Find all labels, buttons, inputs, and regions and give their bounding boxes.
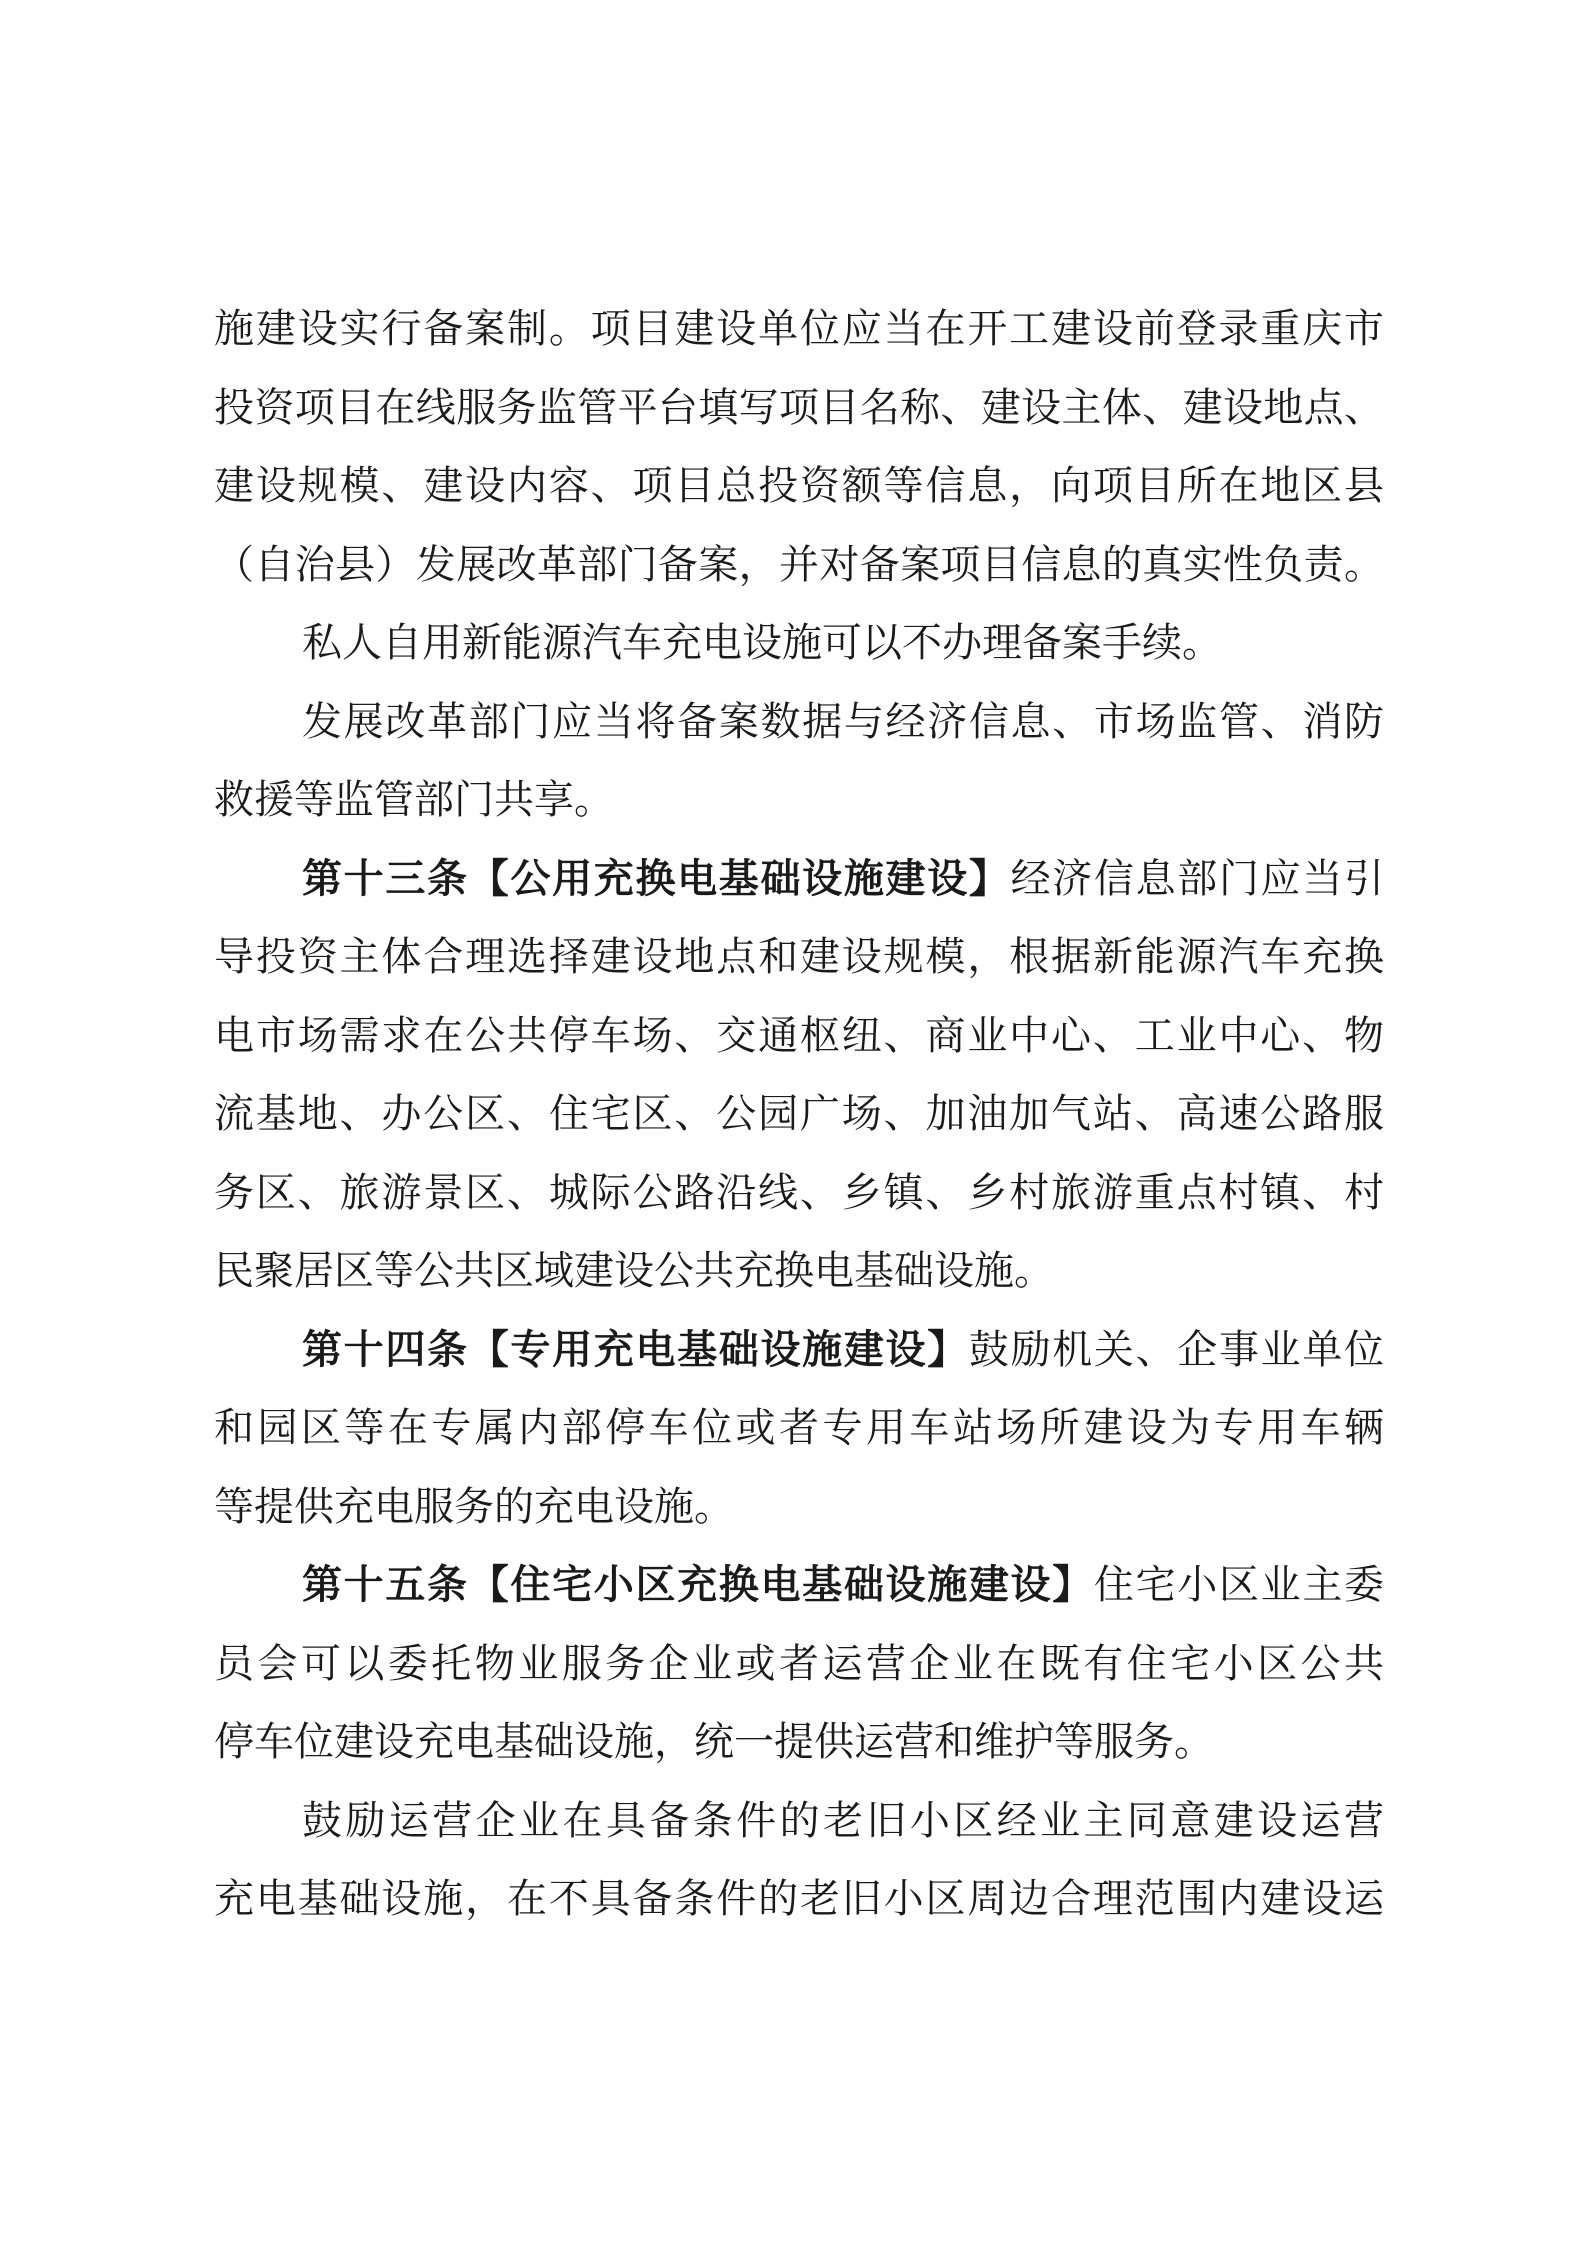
text-line xyxy=(214,1154,1384,1233)
line-text: 和园区等在专属内部停车位或者专用车站场所建设为专用车辆 xyxy=(214,1405,1384,1451)
line-text: 鼓励运营企业在具备条件的老旧小区经业主同意建设运营 xyxy=(302,1797,1384,1844)
text-line xyxy=(214,447,1384,526)
line-text: 经济信息部门应当引 xyxy=(1010,855,1385,902)
text-line xyxy=(214,526,1384,605)
text-line xyxy=(214,761,1384,840)
line-text: 施建设实行备案制。项目建设单位应当在开工建设前登录重庆市 xyxy=(214,306,1384,352)
line-text: 停车位建设充电基础设施，统一提供运营和维护等服务。 xyxy=(214,1719,1214,1765)
line-text: 投资项目在线服务监管平台填写项目名称、建设主体、建设地点、 xyxy=(214,384,1384,431)
text-line xyxy=(214,1860,1384,1939)
line-text: 导投资主体合理选择建设地点和建设规模，根据新能源汽车充换 xyxy=(214,934,1384,980)
text-line xyxy=(214,1468,1384,1547)
line-text: 发展改革部门应当将备案数据与经济信息、市场监管、消防 xyxy=(302,698,1384,745)
text-line xyxy=(214,604,1384,683)
text-line xyxy=(214,290,1384,369)
text-line xyxy=(214,683,1384,762)
line-text: 私人自用新能源汽车充电设施可以不办理备案手续。 xyxy=(302,620,1222,666)
line-text: 流基地、办公区、住宅区、公园广场、加油加气站、高速公路服 xyxy=(214,1091,1384,1137)
line-text: 住宅小区业主委 xyxy=(1093,1562,1385,1608)
article-heading: 第十四条【专用充电基础设施建设】 xyxy=(302,1325,969,1373)
line-text: （自治县）发展改革部门备案，并对备案项目信息的真实性负责。 xyxy=(214,541,1384,588)
text-line xyxy=(214,1546,1384,1625)
article-heading: 第十三条【公用充换电基础设施建设】 xyxy=(302,854,1011,902)
paragraph xyxy=(214,1546,1384,1782)
text-line xyxy=(214,997,1384,1076)
text-line xyxy=(214,840,1384,919)
text-line xyxy=(214,1389,1384,1468)
paragraph xyxy=(214,604,1384,683)
document-body xyxy=(214,290,1384,1939)
text-line xyxy=(214,1782,1384,1861)
paragraph xyxy=(214,840,1384,1311)
paragraph xyxy=(214,290,1384,604)
line-text: 等提供充电服务的充电设施。 xyxy=(214,1483,734,1530)
paragraph xyxy=(214,1782,1384,1939)
line-text: 民聚居区等公共区域建设公共充换电基础设施。 xyxy=(214,1248,1054,1294)
line-text: 务区、旅游景区、城际公路沿线、乡镇、乡村旅游重点村镇、村 xyxy=(214,1169,1384,1216)
line-text: 救援等监管部门共享。 xyxy=(214,777,614,823)
line-text: 建设规模、建设内容、项目总投资额等信息，向项目所在地区县 xyxy=(214,463,1384,509)
line-text: 电市场需求在公共停车场、交通枢纽、商业中心、工业中心、物 xyxy=(214,1012,1384,1059)
text-line xyxy=(214,1703,1384,1782)
line-text: 鼓励机关、企事业单位 xyxy=(968,1326,1385,1373)
text-line xyxy=(214,1232,1384,1311)
text-line xyxy=(214,1311,1384,1390)
text-line xyxy=(214,918,1384,997)
text-line xyxy=(214,1625,1384,1704)
paragraph xyxy=(214,1311,1384,1547)
text-line xyxy=(214,1075,1384,1154)
line-text: 员会可以委托物业服务企业或者运营企业在既有住宅小区公共 xyxy=(214,1640,1384,1687)
text-line xyxy=(214,369,1384,448)
paragraph xyxy=(214,683,1384,840)
line-text: 充电基础设施，在不具备条件的老旧小区周边合理范围内建设运 xyxy=(214,1876,1384,1922)
article-heading: 第十五条【住宅小区充换电基础设施建设】 xyxy=(302,1561,1094,1608)
